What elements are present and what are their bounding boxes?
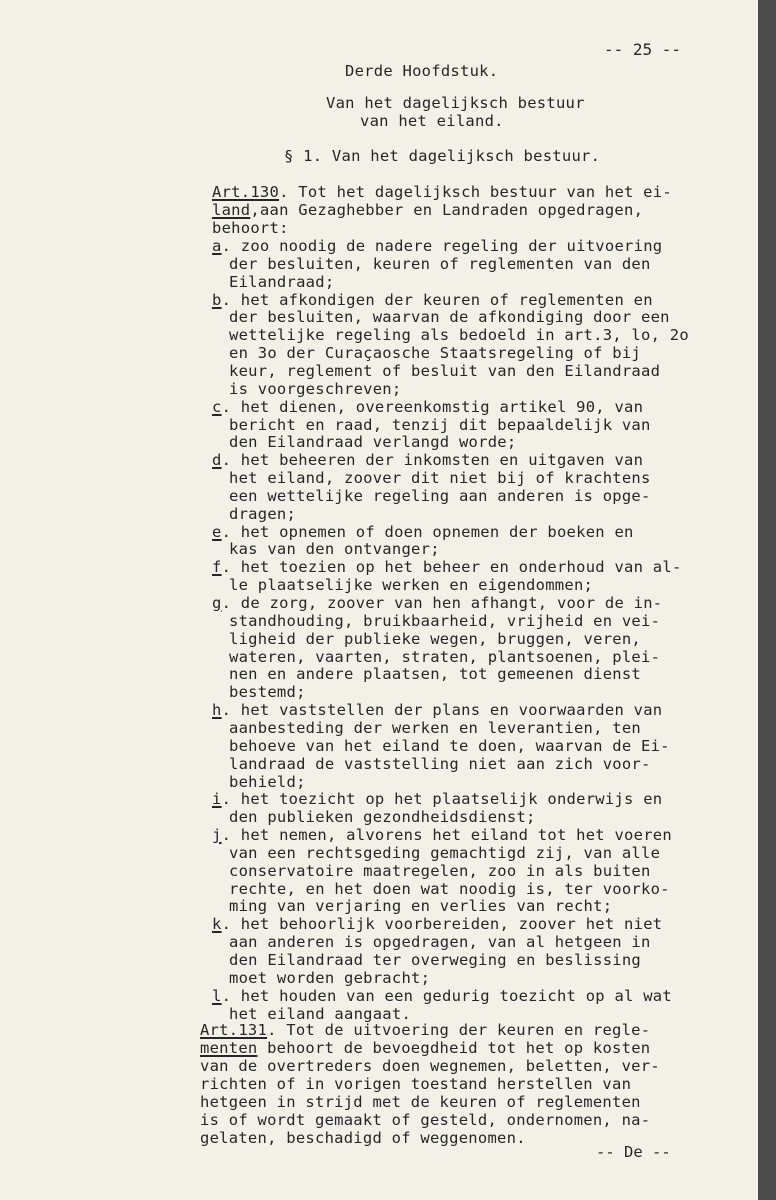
item-line: nen en andere plaatsen, tot gemeenen dienst [229,665,642,683]
item-letter: b [212,291,222,309]
section-heading: § 1. Van het dagelijksch bestuur. [284,147,601,165]
item-line: conservatoire maatregelen, zoo in als buiten [229,862,651,880]
art130-item-k: k. het behoorlijk voorbereiden, zoover het niet [212,915,663,933]
art131-line: is of wordt gemaakt of gesteld, ondernomen, na- [200,1111,651,1129]
item-letter: d [212,451,222,469]
art130-item-i: i. het toezicht op het plaatselijk onderwijs en [212,790,663,808]
article-number: Art.130 [212,183,280,201]
item-letter: h [212,701,222,719]
item-letter: j [212,826,222,844]
art131-line: gelaten, beschadigd of weggenomen. [200,1129,526,1147]
item-line: rechte, en het doen wat noodig is, ter voorko- [229,880,670,898]
item-line: aan anderen is opgedragen, van al hetgeen in [229,933,651,951]
art131-line: richten of in vorigen toestand herstellen van [200,1075,632,1093]
art131-line: van de overtreders doen wegnemen, beletten, ver- [200,1057,660,1075]
art130-item-a: a. zoo noodig de nadere regeling der uitvoering [212,237,663,255]
item-line: wettelijke regeling als bedoeld in art.3, lo, 2o [229,326,689,344]
item-letter: c [212,398,222,416]
art130-item-h: h. het vaststellen der plans en voorwaarden van [212,701,663,719]
art130-item-g: g. de zorg, zoover van hen afhangt, voor de in- [212,594,663,612]
item-line: een wettelijke regeling aan anderen is opge- [229,487,651,505]
item-line: bericht en raad, tenzij dit bepaaldelijk van [229,416,651,434]
art131-intro-line: Art.131. Tot de uitvoering der keuren en regle- [200,1021,651,1039]
art130-item-e: e. het opnemen of doen opnemen der boeken en [212,523,634,541]
catchword: -- De -- [596,1143,671,1161]
item-line: der besluiten, keuren of reglementen van den [229,255,651,273]
subtitle-line-1: Van het dagelijksch bestuur [326,94,585,112]
item-letter: l [212,987,222,1005]
item-line: kas van den ontvanger; [229,540,440,558]
page-number: -- 25 -- [604,40,682,59]
item-line: het eiland aangaat. [229,1005,412,1023]
art130-line-3: behoort: [212,219,289,237]
item-line: dragen; [229,505,297,523]
item-line: landraad de vaststelling niet aan zich voor- [229,755,651,773]
item-line: den publieken gezondheidsdienst; [229,808,536,826]
art130-item-j: j. het nemen, alvorens het eiland tot het voeren [212,826,672,844]
art131-line: hetgeen in strijd met de keuren of reglementen [200,1093,641,1111]
art130-intro-line: Art.130. Tot het dagelijksch bestuur van het ei- [212,183,672,201]
item-line: van een rechtsgeding gemachtigd zij, van alle [229,844,661,862]
item-line: der besluiten, waarvan de afkondiging door een [229,308,670,326]
item-line: aanbesteding der werken en leverantien, ten [229,719,642,737]
article-number: Art.131 [200,1021,268,1039]
art130-item-l: l. het houden van een gedurig toezicht op al wat [212,987,672,1005]
art130-item-b: b. het afkondigen der keuren of reglementen en [212,291,653,309]
item-letter: a [212,237,222,255]
item-line: behield; [229,773,306,791]
art130-item-f: f. het toezien op het beheer en onderhoud van al- [212,558,682,576]
item-line: ming van verjaring en verlies van recht; [229,897,613,915]
item-line: standhouding, bruikbaarheid, vrijheid en vei- [229,612,661,630]
chapter-title: Derde Hoofdstuk. [345,62,499,80]
item-line: le plaatselijke werken en eigendommen; [229,576,594,594]
item-letter: k [212,915,222,933]
item-letter: i [212,790,222,808]
item-line: bestemd; [229,683,306,701]
art130-item-d: d. het beheeren der inkomsten en uitgaven van [212,451,644,469]
art130-line-2: land,aan Gezaghebber en Landraden opgedragen, [212,201,644,219]
item-line: Eilandraad; [229,273,335,291]
subtitle-line-2: van het eiland. [360,112,504,130]
item-letter: f [212,558,222,576]
page-edge-strip [758,0,776,1200]
item-line: keur, reglement of besluit van den Eilandraad [229,362,661,380]
item-line: en 3o der Curaçaosche Staatsregeling of bij [229,344,642,362]
art131-line-2: menten behoort de bevoegdheid tot het op kosten [200,1039,651,1057]
item-line: moet worden gebracht; [229,969,431,987]
item-letter: e [212,523,222,541]
item-line: den Eilandraad verlangd worde; [229,433,517,451]
item-line: wateren, vaarten, straten, plantsoenen, plei- [229,648,661,666]
item-line: ligheid der publieke wegen, bruggen, veren, [229,630,642,648]
item-line: den Eilandraad ter overweging en beslissing [229,951,642,969]
item-line: het eiland, zoover dit niet bij of krachtens [229,469,651,487]
art130-item-c: c. het dienen, overeenkomstig artikel 90, van [212,398,644,416]
item-line: behoeve van het eiland te doen, waarvan de Ei- [229,737,670,755]
item-letter: g [212,594,222,612]
item-line: is voorgeschreven; [229,380,402,398]
